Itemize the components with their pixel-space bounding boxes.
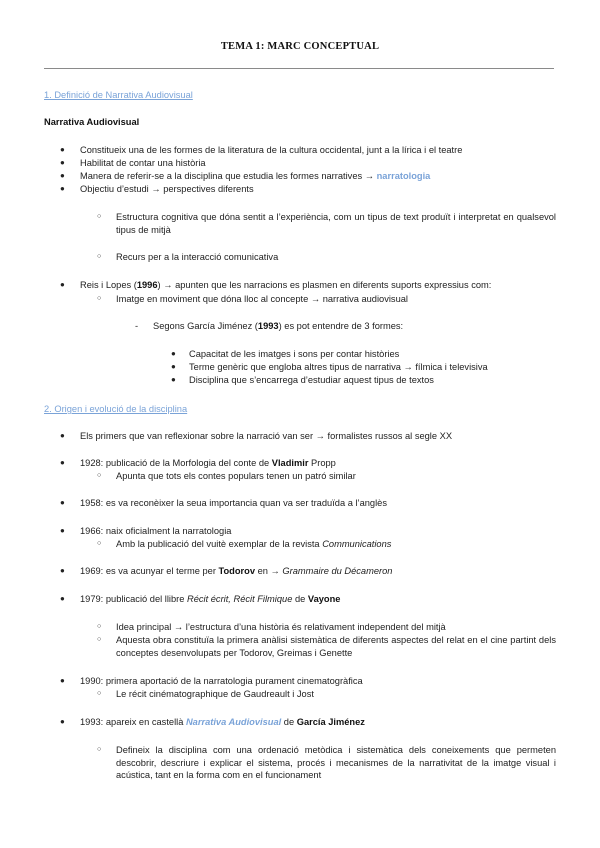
bullet-icon: ● — [60, 498, 65, 507]
list-item: Disciplina que s’encarrega d’estudiar aquest tipus de textos — [189, 375, 434, 385]
circle-bullet-icon: ○ — [97, 623, 102, 630]
list-item: Constitueix una de les formes de la literatura de la cultura occidental, junt a la lírica i el teatre — [80, 145, 463, 155]
list-item: Manera de referir-se a la disciplina que estudia les formes narratives → narratologia — [80, 171, 431, 181]
bullet-icon: ● — [60, 158, 65, 167]
list-item: Idea principal → l’estructura d’una història és relativament independent del mitjà — [116, 622, 446, 632]
list-item: Imatge en moviment que dóna lloc al concepte → narrativa audiovisual — [116, 294, 408, 304]
list-item: Amb la publicació del vuitè exemplar de la revista Communications — [116, 539, 392, 549]
circle-bullet-icon: ○ — [97, 540, 102, 547]
list-item: Reis i Lopes (1996) → apunten que les narracions es plasmen en diferents suports expressius com: — [80, 280, 492, 290]
list-item: 1993: apareix en castellà Narrativa Audiovisual de García Jiménez — [80, 717, 365, 727]
bullet-icon: ● — [60, 717, 65, 726]
bullet-icon: ● — [60, 458, 65, 467]
list-item: Le récit cinématographique de Gaudreault i Jost — [116, 689, 314, 699]
circle-bullet-icon: ○ — [97, 636, 102, 643]
page-title: TEMA 1: MARC CONCEPTUAL — [220, 41, 380, 52]
bullet-icon: ● — [60, 676, 65, 685]
circle-bullet-icon: ○ — [97, 472, 102, 479]
title-divider — [44, 68, 554, 69]
list-item: Segons García Jiménez (1993) es pot entendre de 3 formes: — [153, 321, 404, 331]
bullet-icon: ● — [171, 349, 176, 358]
bullet-icon: ● — [60, 184, 65, 193]
bullet-icon: ● — [171, 362, 176, 371]
list-item: 1979: publicació del llibre Récit écrit, Récit Filmique de Vayone — [80, 594, 341, 604]
list-item: 1969: es va acunyar el terme per Todorov en → Grammaire du Décameron — [80, 566, 393, 576]
list-item: Objectiu d’estudi → perspectives diferents — [80, 184, 254, 194]
circle-bullet-icon: ○ — [97, 690, 102, 697]
bullet-icon: ● — [171, 375, 176, 384]
section-2-heading[interactable]: 2. Origen i evolució de la disciplina — [44, 404, 188, 414]
list-item: 1990: primera aportació de la narratologia purament cinematogràfica — [80, 676, 363, 686]
bullet-icon: ● — [60, 594, 65, 603]
section-1-subheading: Narrativa Audiovisual — [44, 117, 140, 127]
bullet-icon: ● — [60, 280, 65, 289]
list-item: Habilitat de contar una història — [80, 158, 206, 168]
circle-bullet-icon: ○ — [97, 253, 102, 260]
narrativa-audiovisual-highlight: Narrativa Audiovisual — [185, 717, 282, 727]
bullet-icon: ● — [60, 145, 65, 154]
list-item: 1928: publicació de la Morfologia del conte de Vladimir Propp — [80, 458, 336, 468]
dash-bullet-icon: - — [135, 321, 139, 331]
list-item: Estructura cognitiva que dóna sentit a l’experiència, com un tipus de text produït i interpretat en qualsevol tipus de mitjà — [116, 212, 556, 235]
circle-bullet-icon: ○ — [97, 295, 102, 302]
circle-bullet-icon: ○ — [97, 213, 102, 220]
list-item: Capacitat de les imatges i sons per contar històries — [189, 349, 400, 359]
bullet-icon: ● — [60, 526, 65, 535]
section-1-heading[interactable]: 1. Definició de Narrativa Audiovisual — [44, 90, 193, 100]
bullet-icon: ● — [60, 431, 65, 440]
list-item: 1958: es va reconèixer la seua importancia quan va ser traduïda a l’anglès — [80, 498, 387, 508]
list-item: Defineix la disciplina com una ordenació metòdica i sistemàtica dels coneixements que permeten descobrir, descriure i explicar el sistema, procés i mecanismes de la narrativitat de la imatge visual i acústica, tant en la forma com en el funcionament — [116, 745, 556, 781]
list-item: Aquesta obra constituïa la primera anàlisi sistemàtica de diferents aspectes del relat en el cine partint dels conceptes desenvolupats per Todorov, Greimas i Genette — [116, 635, 556, 658]
list-item: 1966: naix oficialment la narratologia — [80, 526, 232, 536]
list-item: Els primers que van reflexionar sobre la narració van ser → formalistes russos al segle XX — [80, 431, 453, 441]
bullet-icon: ● — [60, 171, 65, 180]
bullet-icon: ● — [60, 566, 65, 575]
list-item: Apunta que tots els contes populars tenen un patró similar — [116, 471, 356, 481]
narratologia-highlight: narratologia — [376, 171, 431, 181]
circle-bullet-icon: ○ — [97, 746, 102, 753]
list-item: Recurs per a la interacció comunicativa — [116, 252, 279, 262]
list-item: Terme genèric que engloba altres tipus de narrativa → fílmica i televisiva — [189, 362, 488, 372]
